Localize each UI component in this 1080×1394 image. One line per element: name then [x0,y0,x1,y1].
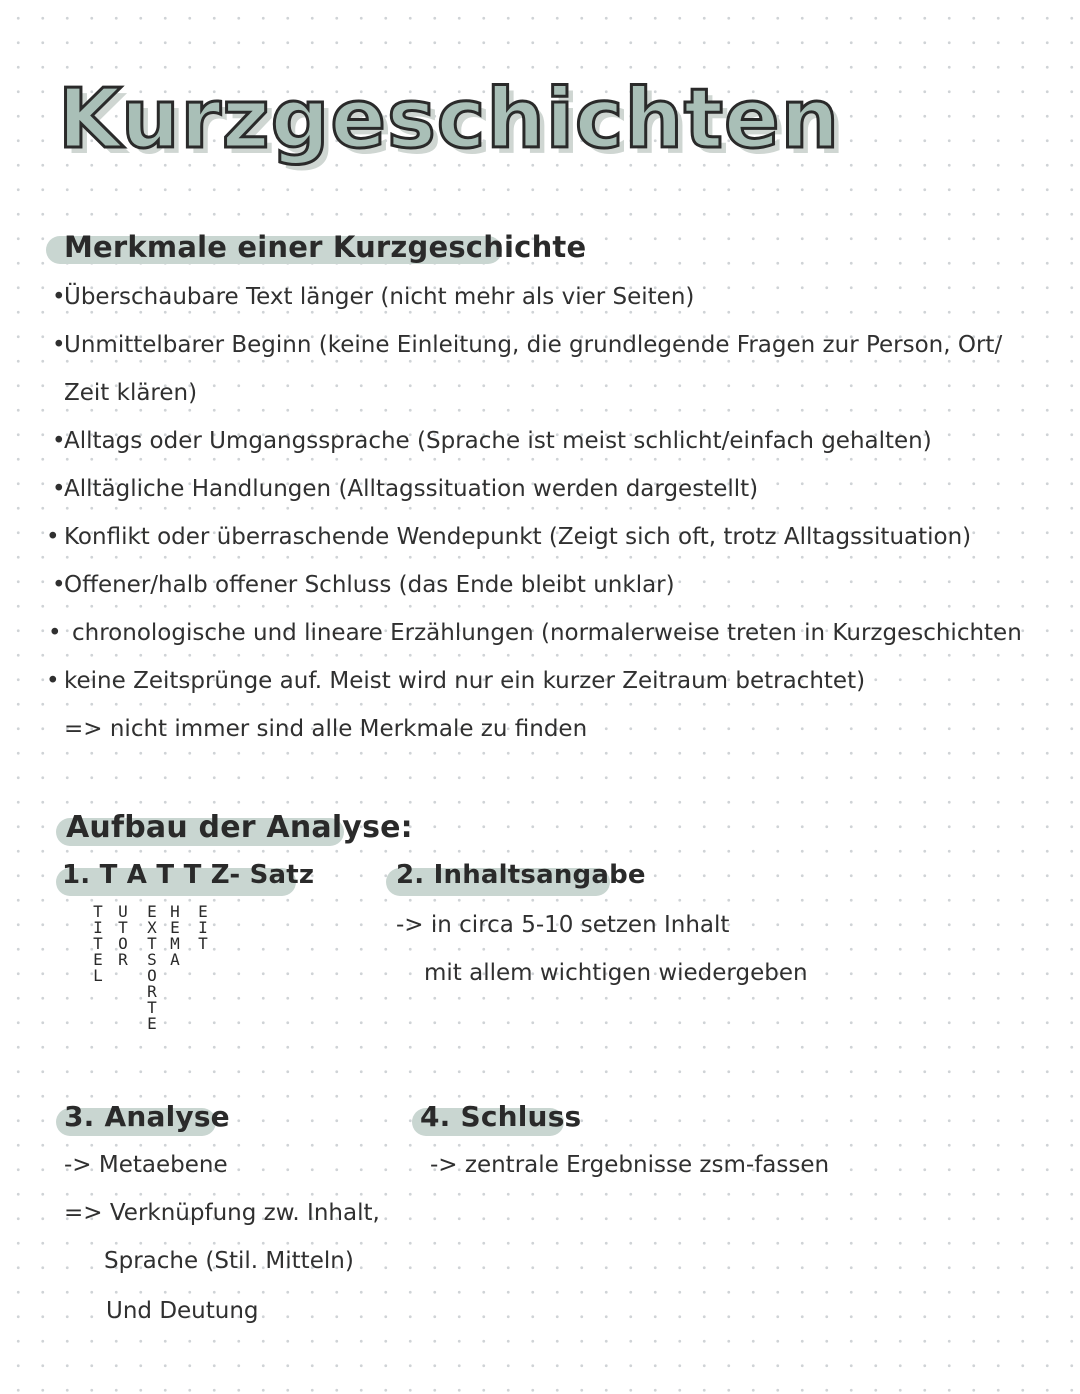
acronym-column: UTOR [118,902,128,969]
list-item: Unmittelbarer Beginn (keine Einleitung, die grundlegende Fragen zur Person, Ort/ [64,332,1003,358]
section-heading-merkmale: Merkmale einer Kurzgeschichte [64,230,587,264]
acronym-column: EIT [198,902,208,953]
acronym-column: TITEL [93,902,103,985]
part-line: -> zentrale Ergebnisse zsm-fassen [430,1152,830,1178]
acronym-column: HEMA [170,902,180,969]
list-item: Alltags oder Umgangssprache (Sprache ist meist schlicht/einfach gehalten) [64,428,932,454]
list-item: Alltägliche Handlungen (Alltagssituation werden dargestellt) [64,476,759,502]
bullet: • [52,428,66,454]
part-line: Sprache (Stil. Mitteln) [104,1248,354,1274]
list-item: Zeit klären) [64,380,198,406]
part-line: -> in circa 5-10 setzen Inhalt [396,912,730,938]
bullet: • [48,620,62,646]
page-title: Kurzgeschichten [58,72,841,167]
part-heading-tattz: 1. T A T T Z- Satz [62,860,315,890]
bullet: • [52,476,66,502]
part-line: mit allem wichtigen wiedergeben [424,960,808,986]
part-line: Und Deutung [106,1298,259,1324]
part-line: -> Metaebene [64,1152,228,1178]
list-item: chronologische und lineare Erzählungen (normalerweise treten in Kurzgeschichten [72,620,1022,646]
list-item: Überschaubare Text länger (nicht mehr als vier Seiten) [64,284,695,310]
bullet: • [46,524,60,550]
bullet: • [52,332,66,358]
part-heading-analyse: 3. Analyse [64,1100,230,1133]
acronym-column: EXTSORTE [147,902,157,1033]
list-item: Konflikt oder überraschende Wendepunkt (Zeigt sich oft, trotz Alltagssituation) [64,524,972,550]
bullet: • [52,284,66,310]
part-line: => Verknüpfung zw. Inhalt, [64,1200,380,1226]
section-heading-aufbau: Aufbau der Analyse: [66,810,413,845]
part-heading-schluss: 4. Schluss [420,1100,582,1133]
list-item: Offener/halb offener Schluss (das Ende bleibt unklar) [64,572,675,598]
bullet: • [46,668,60,694]
part-heading-inhaltsangabe: 2. Inhaltsangabe [396,860,646,890]
list-item-conclusion: => nicht immer sind alle Merkmale zu finden [64,716,588,742]
bullet: • [52,572,66,598]
list-item: keine Zeitsprünge auf. Meist wird nur ein kurzer Zeitraum betrachtet) [64,668,866,694]
